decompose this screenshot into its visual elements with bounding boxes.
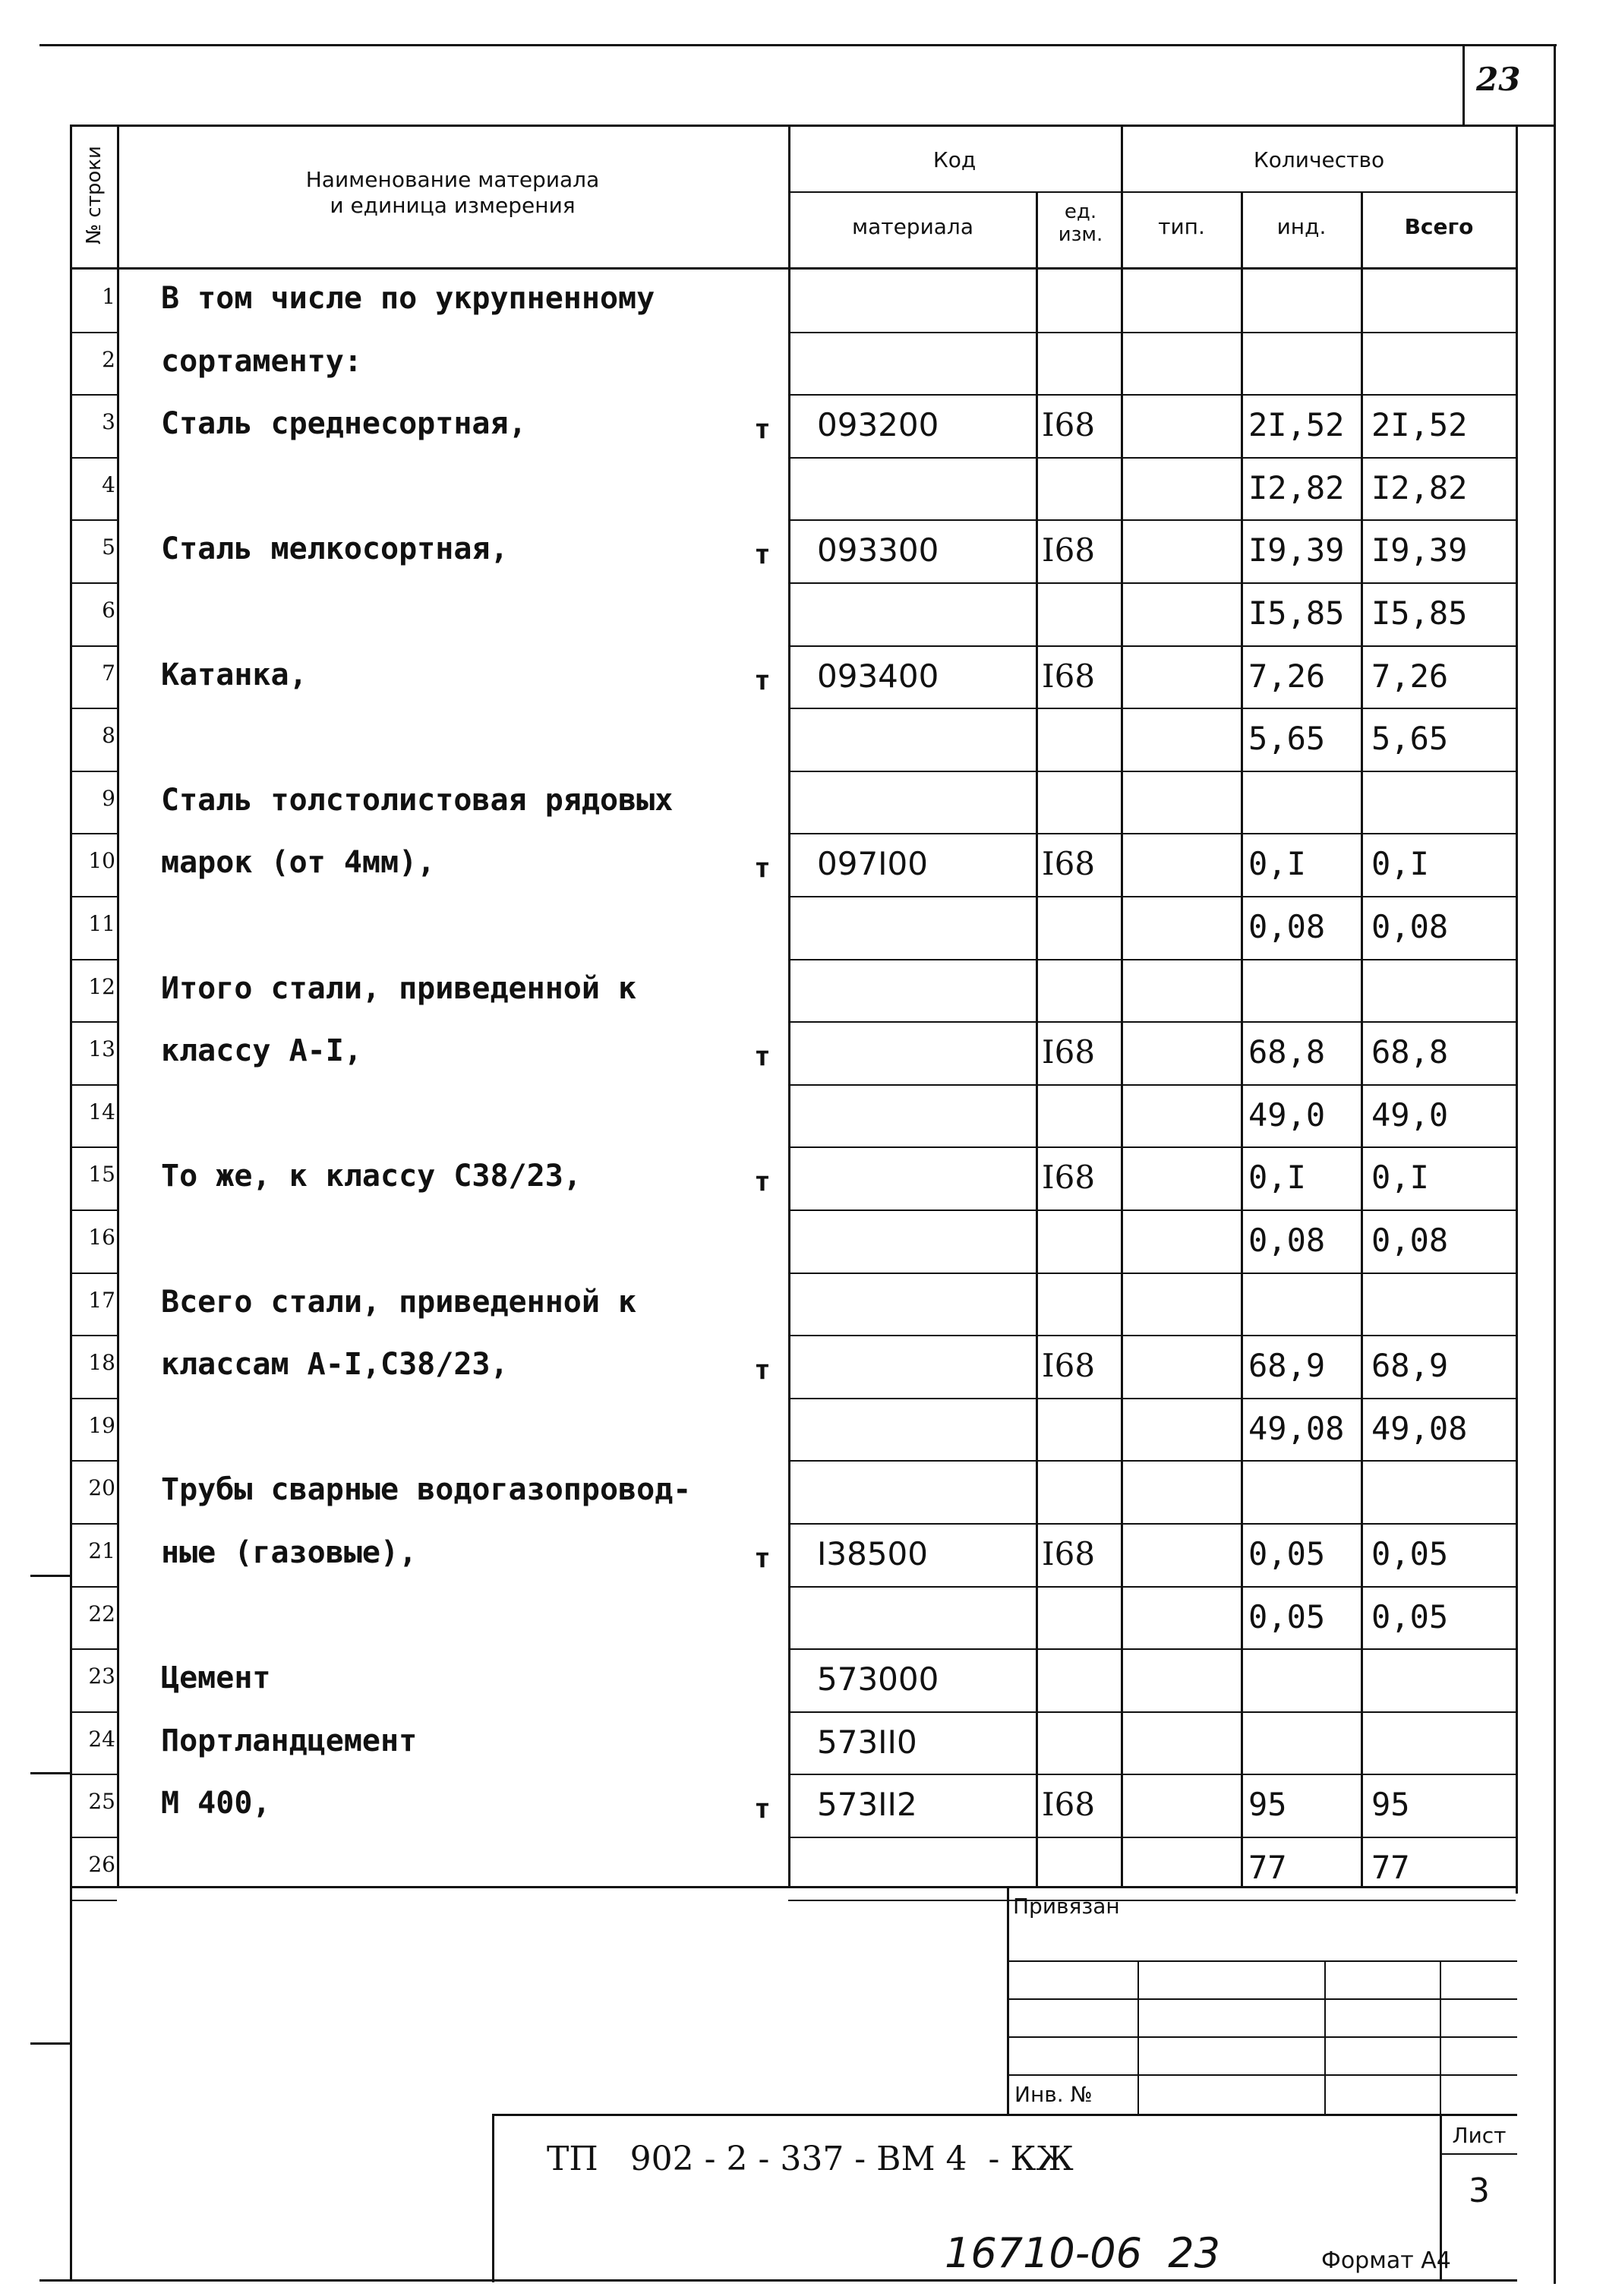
row-number: 23 [88, 1664, 115, 1689]
sheet-box-rule [1440, 2153, 1517, 2155]
unit-code: I68 [1042, 1159, 1096, 1197]
material-unit: т [754, 1166, 771, 1198]
row-rule [70, 1273, 117, 1274]
material-unit: т [754, 1793, 771, 1825]
header-sub-rule [788, 191, 1516, 193]
row-number: 13 [88, 1036, 115, 1062]
row-rule-data [788, 708, 1516, 709]
row-rule [70, 896, 117, 897]
rownum-header-cell [76, 132, 112, 263]
row-rule-data [788, 1711, 1516, 1713]
material-code: 573II0 [817, 1723, 917, 1761]
row-number: 15 [88, 1162, 115, 1187]
row-rule [70, 582, 117, 584]
qty-total: 5,65 [1371, 720, 1449, 758]
row-rule [70, 959, 117, 960]
row-rule-data [788, 1586, 1516, 1588]
row-number: 17 [88, 1287, 115, 1313]
qty-ind: I9,39 [1248, 531, 1345, 569]
material-code: 573000 [817, 1660, 939, 1698]
unit-code: I68 [1042, 1786, 1096, 1824]
unit-code: I68 [1042, 531, 1096, 569]
qty-total: 0,I [1371, 845, 1429, 883]
row-number: 3 [102, 409, 115, 435]
qty-total: I5,85 [1371, 594, 1468, 632]
unit-code: I68 [1042, 657, 1096, 695]
col-sep-typ [1241, 191, 1243, 1886]
row-number: 18 [88, 1350, 115, 1376]
code-material-header: материала [851, 214, 973, 239]
quantity-header: Количество [1253, 147, 1385, 172]
edge-tick-3 [30, 2042, 70, 2045]
material-unit: т [754, 414, 771, 446]
row-rule-data [788, 771, 1516, 772]
qty-total: 49,0 [1371, 1096, 1449, 1134]
unit-code: I68 [1042, 845, 1096, 883]
sheet-label: Лист [1452, 2123, 1507, 2148]
row-number: 1 [102, 284, 115, 309]
row-number: 16 [88, 1225, 115, 1250]
format-label: Формат А4 [1321, 2247, 1451, 2274]
qty-ind: 5,65 [1248, 720, 1326, 758]
col-sep-unit [1121, 125, 1123, 1886]
row-rule-data [788, 896, 1516, 897]
row-rule [70, 1335, 117, 1336]
qty-total: 49,08 [1371, 1409, 1468, 1447]
row-rule [70, 708, 117, 709]
col-sep-rownum [117, 125, 119, 1886]
sheet-number: 3 [1469, 2171, 1490, 2210]
top-rule [39, 44, 1557, 46]
row-number: 10 [88, 848, 115, 874]
row-rule [70, 1837, 117, 1838]
row-rule [70, 1586, 117, 1588]
name-header-line2: и единица измерения [330, 193, 576, 218]
row-rule [70, 1021, 117, 1023]
page-number: 23 [1476, 61, 1521, 98]
row-rule [70, 1523, 117, 1525]
material-name: Сталь толстолистовая рядовых [161, 782, 674, 818]
row-number: 21 [88, 1538, 115, 1563]
material-name: марок (от 4мм), [161, 845, 436, 881]
material-name: Сталь мелкосортная, [161, 531, 509, 567]
qty-total: 0,05 [1371, 1535, 1449, 1572]
material-name: классам А-I,С38/23, [161, 1347, 509, 1383]
row-rule-data [788, 394, 1516, 396]
row-rule [70, 394, 117, 396]
unit-code: I68 [1042, 1033, 1096, 1071]
row-rule-data [788, 582, 1516, 584]
material-code: 093300 [817, 531, 939, 569]
material-name: ные (газовые), [161, 1535, 418, 1570]
qty-ind-header: инд. [1276, 214, 1327, 239]
material-name: сортаменту: [161, 343, 362, 379]
material-name: То же, к классу С38/23, [161, 1159, 582, 1194]
qty-total: 0,08 [1371, 908, 1449, 945]
qty-ind: 68,8 [1248, 1033, 1326, 1071]
material-unit: т [754, 853, 771, 885]
qty-ind: 0,08 [1248, 1222, 1326, 1259]
qty-total: 77 [1371, 1849, 1410, 1886]
material-code: 097I00 [817, 845, 928, 883]
row-rule-data [788, 1335, 1516, 1336]
qty-total: 0,I [1371, 1159, 1429, 1197]
qty-total: 0,08 [1371, 1222, 1449, 1259]
row-rule [70, 519, 117, 521]
edge-tick-2 [30, 1772, 70, 1774]
qty-ind: 7,26 [1248, 657, 1326, 695]
qty-ind: 95 [1248, 1786, 1287, 1824]
qty-total-header: Всего [1404, 214, 1474, 239]
row-rule [70, 1460, 117, 1462]
row-rule-data [788, 959, 1516, 960]
row-number: 22 [88, 1601, 115, 1626]
material-code: 093200 [817, 406, 939, 444]
col-sep-ind [1361, 191, 1363, 1886]
tb-col-3 [1440, 1960, 1441, 2114]
qty-ind: 68,9 [1248, 1347, 1326, 1385]
row-number: 8 [102, 723, 115, 749]
edge-tick-1 [30, 1575, 70, 1577]
row-rule [70, 457, 117, 459]
row-rule [70, 332, 117, 333]
qty-total: 68,9 [1371, 1347, 1449, 1385]
qty-total: 7,26 [1371, 657, 1449, 695]
row-rule-data [788, 457, 1516, 459]
name-header-line1: Наименование материала [305, 167, 600, 192]
material-name: Катанка, [161, 657, 308, 692]
tb-col-2 [1324, 1960, 1326, 2114]
row-number: 9 [102, 785, 115, 811]
row-number: 7 [102, 660, 115, 686]
qty-total: 68,8 [1371, 1033, 1449, 1071]
qty-ind: 49,08 [1248, 1409, 1345, 1447]
material-name: Сталь среднесортная, [161, 406, 527, 442]
qty-ind: 0,05 [1248, 1535, 1326, 1572]
row-number: 24 [88, 1726, 115, 1752]
qty-ind: 0,08 [1248, 908, 1326, 945]
row-rule-data [788, 519, 1516, 521]
qty-ind: I5,85 [1248, 594, 1345, 632]
material-unit: т [754, 664, 771, 696]
row-number: 12 [88, 973, 115, 999]
qty-ind: 2I,52 [1248, 406, 1345, 444]
row-rule-data [788, 1084, 1516, 1086]
row-rule-data [788, 1398, 1516, 1399]
row-rule-data [788, 1774, 1516, 1775]
qty-ind: 0,I [1248, 1159, 1306, 1197]
row-number: 25 [88, 1789, 115, 1815]
row-number: 4 [102, 472, 115, 497]
header-bottom-rule [70, 267, 1517, 270]
row-rule-data [788, 1900, 1516, 1901]
row-rule [70, 771, 117, 772]
doc-code-top-rule [492, 2114, 1517, 2116]
unit-code: I68 [1042, 406, 1096, 444]
qty-ind: 0,I [1248, 845, 1306, 883]
row-rule-data [788, 1460, 1516, 1462]
row-rule [70, 1146, 117, 1148]
qty-total: I9,39 [1371, 531, 1468, 569]
material-name: Цемент [161, 1660, 271, 1696]
row-number: 20 [88, 1475, 115, 1501]
table-bottom-rule [70, 1886, 1517, 1888]
row-rule-data [788, 1837, 1516, 1838]
row-rule-data [788, 1021, 1516, 1023]
material-name: Портландцемент [161, 1723, 418, 1758]
row-rule [70, 1648, 117, 1650]
code-unit-header: ед. изм. [1058, 200, 1103, 246]
qty-total: I2,82 [1371, 468, 1468, 506]
qty-ind: 77 [1248, 1849, 1287, 1886]
row-rule [70, 1398, 117, 1399]
row-number: 26 [88, 1852, 115, 1877]
qty-total: 0,05 [1371, 1597, 1449, 1635]
table-left-border [70, 125, 72, 2281]
unit-code: I68 [1042, 1535, 1096, 1572]
row-rule [70, 1210, 117, 1211]
qty-total: 2I,52 [1371, 406, 1468, 444]
row-rule-data [788, 1146, 1516, 1148]
material-name: В том числе по укрупненному [161, 281, 655, 316]
row-number: 5 [102, 535, 115, 560]
row-rule-data [788, 1273, 1516, 1274]
page-number-box-left [1462, 44, 1465, 126]
material-unit: т [754, 1041, 771, 1073]
table-top-border [70, 125, 1517, 127]
tb-divider [1007, 1886, 1009, 2114]
row-rule [70, 645, 117, 647]
tb-col-1 [1137, 1960, 1139, 2114]
row-number: 11 [88, 911, 115, 936]
material-unit: т [754, 539, 771, 571]
material-code: 093400 [817, 657, 939, 695]
row-rule-data [788, 833, 1516, 834]
material-name: Трубы сварные водогазопровод- [161, 1472, 692, 1508]
material-name: классу А-I, [161, 1033, 362, 1069]
doc-code: ТП 902 - 2 - 337 - ВМ 4 - КЖ [547, 2140, 1074, 2178]
material-unit: т [754, 1543, 771, 1574]
col-sep-material [1036, 191, 1038, 1886]
qty-typ-header: тип. [1158, 214, 1205, 239]
code-header: Код [932, 147, 977, 172]
right-border [1554, 44, 1556, 2284]
bound-label: Привязан [1013, 1894, 1120, 1919]
qty-ind: 49,0 [1248, 1096, 1326, 1134]
row-number: 19 [88, 1412, 115, 1438]
row-number: 6 [102, 598, 115, 623]
material-name: Всего стали, приведенной к [161, 1284, 637, 1320]
row-rule-data [788, 1210, 1516, 1211]
row-rule-data [788, 645, 1516, 647]
row-rule [70, 1900, 117, 1901]
qty-total: 95 [1371, 1786, 1410, 1824]
row-rule [70, 1711, 117, 1713]
material-name: Итого стали, приведенной к [161, 970, 637, 1006]
col-sep-name [788, 125, 790, 1886]
row-number: 14 [88, 1099, 115, 1124]
material-code: I38500 [817, 1535, 928, 1572]
table-right-border [1516, 125, 1518, 1894]
material-code: 573II2 [817, 1786, 917, 1824]
bottom-rule [39, 2279, 1517, 2282]
row-number: 2 [102, 346, 115, 372]
qty-ind: 0,05 [1248, 1597, 1326, 1635]
row-rule [70, 1084, 117, 1086]
row-rule [70, 1774, 117, 1775]
inv-label: Инв. № [1014, 2082, 1093, 2107]
row-rule-data [788, 1523, 1516, 1525]
qty-ind: I2,82 [1248, 468, 1345, 506]
unit-code: I68 [1042, 1347, 1096, 1385]
doc-code-left-rule [492, 2114, 494, 2282]
row-rule-data [788, 1648, 1516, 1650]
row-rule-data [788, 332, 1516, 333]
material-name: М 400, [161, 1786, 271, 1821]
material-unit: т [754, 1355, 771, 1386]
rownum-header: № строки [83, 146, 106, 244]
handwritten-number: 16710-06 23 [945, 2229, 1221, 2277]
row-rule [70, 833, 117, 834]
